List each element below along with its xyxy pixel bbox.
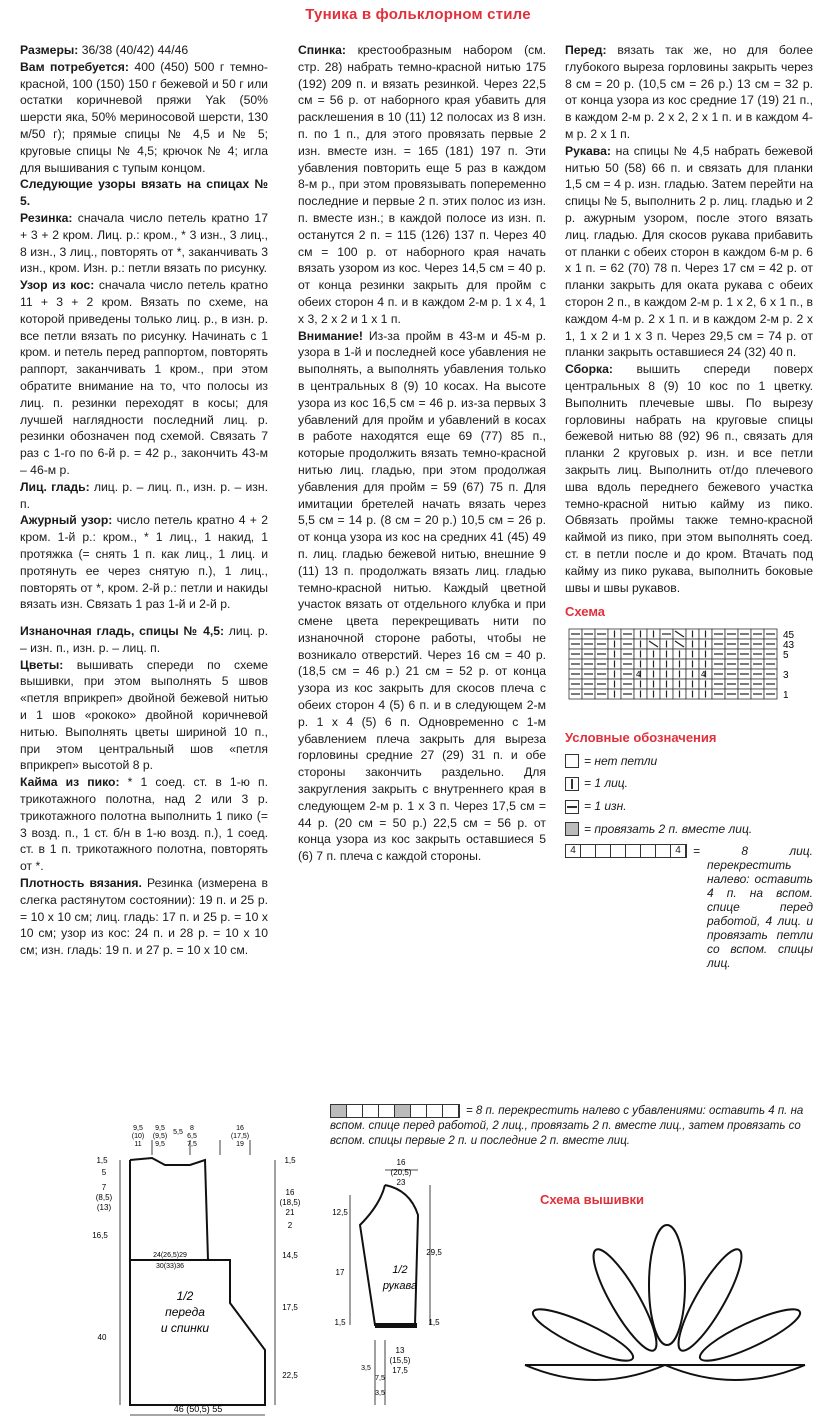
col1-text-10: * 1 соед. ст. в 1-ю п. трикотажного полотна, над 2 или 3 р. трикотажного полотна выполнить 1 пико (= 3 возд. п., 1 ст. б/н в 1-ю возд. п.), 1 соед. ст. в 1 п. трикотажного полотна, повторять от *. [20, 775, 269, 874]
col1-text-3: сначала число петель кратно 17 + 3 + 2 кром. Лиц. р.: кром., * 3 изн., 3 лиц., 8 изн., 3 лиц., повторять от *, заканчивать 3 изн., кром. Изн. р.: петли вязать по рисунку. [20, 210, 268, 276]
col1-text-11: Резинка (измерена в слегка растянутом состоянии): 19 п. и 25 р. = 10 х 10 см; лиц. гладь: 17 п. и 25 р. = 10 х 10 см; узор из кос: 24 п. и 28 р. = 10 х 10 см; изн. гладь: 19 п. и 27 р. = 10 х 10 см. [20, 876, 268, 958]
sleeve-bottom-left-label: 3,5 [361, 1365, 371, 1372]
chart-cable-label: 4 [636, 670, 641, 680]
col2-heading-0: Спинка: [298, 43, 346, 57]
chart-row-number: 43 [783, 640, 795, 652]
col1-para-6 [20, 512, 268, 613]
col1-text-5: лиц. р. – лиц. п., изн. р. – изн. п. [20, 479, 269, 511]
body-top-label: 11 [134, 1141, 142, 1148]
body-right-label: (18,5) [279, 1198, 301, 1207]
col1-para-0 [20, 42, 268, 59]
schema-title: Схема [565, 604, 606, 620]
cable-label-left: 4 [566, 845, 581, 857]
petal-left-2 [528, 1301, 638, 1369]
sleeve-bottom-left-label: 3,5 [375, 1390, 385, 1397]
col2-heading-1: Внимание! [298, 328, 363, 343]
legend-row-3 [565, 821, 813, 838]
body-top-label: 16 [236, 1125, 244, 1132]
body-bottom: 46 (50,5) 55 [173, 1404, 223, 1414]
embroidery-schematic [505, 1215, 825, 1380]
petal-center [649, 1225, 685, 1345]
legend-title: Условные обозначения [565, 729, 717, 745]
col1-heading-10: Кайма из пико: [20, 775, 120, 790]
col1-text-8: лиц. р. – изн. п., изн. р. – лиц. п. [20, 624, 268, 655]
col1-heading-11: Плотность вязания. [20, 876, 142, 891]
body-top-label: (17,5) [230, 1133, 250, 1140]
chart-row-number: 1 [783, 690, 789, 702]
col3-para-2 [565, 361, 813, 596]
legend-text-1: = 1 лиц. [584, 776, 628, 791]
col1-heading-9: Цветы: [20, 657, 64, 672]
col1-para-5 [20, 479, 268, 513]
legend-text-0: = нет петли [584, 753, 658, 768]
k2tog-icon [565, 822, 579, 836]
body-top-label: 9,5 [155, 1141, 165, 1148]
cross-decrease-note [330, 1104, 825, 1149]
sleeve-right-label: 29,5 [426, 1248, 442, 1257]
col1-para-8 [20, 623, 268, 657]
sleeve-left-label: 1,5 [334, 1318, 346, 1327]
col2-text-0: крестообразным набором (см. стр. 28) набрать темно-красной нитью 175 (192) 209 п. и вязать резинкой. Через 22,5 см = 56 р. от наборного края убавить для расклешения в 10 (11) 12 полосах из 8 изн. п. по 1 п., для этого провязать первые 2 изн. вместе изн. = 165 (181) 197 п. Эти убавления повторить еще 5 раз в каждом 8-м р., при этом провязывать попеременно последние и первые 2 п. этих полос из изн. п. вместе изн.; в каждой полосе из изн. п. останутся 2 п. = 115 (126) 137 п. Через 40 см = 100 р. от наборного края начать вязать узором из кос. Через 14,5 см = 40 р. от конца резинки закрыть для пройм с обеих сторон 4 п. и в каждом 2-м р. 1 х 4, 1 х 3, 2 х 2 и 1 х 1 п. [298, 43, 546, 326]
legend-cable-row [565, 844, 813, 970]
col1-para-3 [20, 210, 268, 277]
body-label-2: переда [165, 1305, 205, 1319]
col3-para-1 [565, 143, 813, 361]
col1-para-2 [20, 176, 268, 210]
sleeve-label-1: 1/2 [392, 1264, 408, 1276]
embroidery-title: Схема вышивки [540, 1192, 645, 1207]
col1-para-1 [20, 59, 268, 177]
sleeve-label-2: рукава [382, 1280, 418, 1292]
legend-text-3: = провязать 2 п. вместе лиц. [584, 822, 753, 837]
sleeve-left-label: 12,5 [332, 1208, 348, 1217]
col1-heading-4: Узор из кос: [20, 278, 95, 293]
knitting-chart [565, 627, 815, 702]
col3-para-0 [565, 42, 813, 143]
page-title: Туника в фольклорном стиле [305, 6, 531, 23]
legend-row-1 [565, 775, 813, 792]
body-top-label: 8 [190, 1125, 194, 1132]
body-right-label: 22,5 [282, 1371, 298, 1380]
legend-row-2 [565, 798, 813, 815]
chart-row-number: 3 [783, 670, 789, 682]
chart-row-number: 5 [783, 650, 789, 662]
column-1 [20, 42, 268, 959]
body-left-label: 1,5 [96, 1156, 108, 1165]
col2-para-1 [298, 328, 546, 866]
sleeve-bottom-left-label: 7,5 [375, 1375, 385, 1382]
cable-label-right: 4 [671, 845, 686, 857]
body-top-label: 19 [236, 1141, 244, 1148]
body-left-label: (8,5) [95, 1193, 113, 1202]
body-label-1: 1/2 [176, 1289, 194, 1303]
body-top-label: 7,5 [187, 1141, 197, 1148]
sleeve-top-label: 23 [396, 1178, 406, 1187]
col1-text-1: 400 (450) 500 г темно-красной, 100 (150) 150 г бежевой и 50 г или остатки коричневой пряжи Yak (50% шерсти яка, 50% мериносовой шерсти, 130 м/50 г); прямые спицы № 4,5 и № 5; круговые спицы № 4,5; крючок № 4; игла для вышивания с тупым концом. [20, 59, 268, 175]
col1-heading-6: Ажурный узор: [20, 513, 113, 528]
body-right-label: 21 [285, 1208, 295, 1217]
col1-text-9: вышивать спереди по схеме вышивки, при этом выполнять 5 швов «петля вприкреп» двойной бежевой нитью и 1 шов «рококо» двойной коричневой нитью. Выполнять цветы шириной 10 п., при этом центральный шов «петля вприкреп» высотой 8 р. [20, 657, 268, 773]
knit-stitch-icon [565, 777, 579, 791]
body-top-label: 5,5 [173, 1129, 183, 1136]
col1-para-4 [20, 277, 268, 479]
petal-left-1 [584, 1243, 666, 1357]
col1-heading-8: Изнаночная гладь, спицы № 4,5: [20, 624, 225, 639]
sleeve-top-label: (20,5) [390, 1168, 412, 1177]
col2-para-0 [298, 42, 546, 328]
body-top-label: 6,5 [187, 1133, 197, 1140]
col1-text-6: число петель кратно 4 + 2 кром. 1-й р.: кром., * 1 лиц., 1 накид, 1 протяжка (= снять 1 п. как лиц., 1 лиц. и протянуть ее через снятую п.), 1 лиц., повторять от *, кром. 2-й р.: петли и накиды вязать изн. Связать 1 раз 1-й и 2-й р. [20, 513, 268, 612]
col1-para-10 [20, 774, 268, 875]
sleeve-left-label: 17 [335, 1268, 345, 1277]
body-label-3: и спинки [160, 1321, 210, 1335]
body-right-label: 17,5 [282, 1303, 298, 1312]
cross-decrease-text: = 8 п. перекрестить налево с убавлениями: оставить 4 п. на вспом. спице перед работой, 2 лиц., провязать 2 п. вместе лиц., затем провязать со вспом. спицы первые 2 п. и последние 2 п. вместе лиц. [330, 1105, 804, 1148]
body-mid-2: 30(33)36 [155, 1263, 185, 1270]
chart-row-number: 45 [783, 630, 795, 642]
body-top-label: 9,5 [155, 1125, 165, 1132]
cable-cross-icon [565, 844, 687, 858]
sleeve-bottom-label: (15,5) [389, 1356, 411, 1365]
legend-text-2: = 1 изн. [584, 799, 627, 814]
sleeve-right-label: 1,5 [428, 1318, 440, 1327]
sleeve-bottom-label: 13 [395, 1346, 405, 1355]
column-2 [298, 42, 546, 865]
empty-box-icon [565, 754, 579, 768]
body-left-label: (13) [96, 1203, 112, 1212]
col1-heading-3: Резинка: [20, 210, 73, 225]
sleeve-top-label: 16 [396, 1158, 406, 1167]
col3-heading-0: Перед: [565, 43, 607, 57]
petal-right-2 [695, 1301, 805, 1369]
body-left-label: 7 [101, 1183, 107, 1192]
sleeve-schematic [330, 1155, 440, 1425]
legend-cable-text: = 8 лиц. перекрестить налево: оставить 4 п. на вспом. спице перед работой, 4 лиц. и провязать петли со вспом. спицы лиц. [693, 843, 813, 970]
body-mid-1: 24(26,5)29 [153, 1252, 187, 1259]
col1-heading-1: Вам потребуется: [20, 59, 129, 74]
col1-heading-2: Следующие узоры вязать на спицах № 5. [20, 177, 268, 209]
col3-heading-2: Сборка: [565, 362, 613, 377]
body-right-label: 14,5 [282, 1251, 298, 1260]
sleeve-bottom-label: 17,5 [392, 1366, 408, 1375]
body-top-label: (9,5) [152, 1133, 168, 1140]
col2-text-1: Из-за пройм в 43-м и 45-м р. узора в 1-й и последней косе убавления не выполнять, а выполнять убавления только в центральных 8 (9) 10 косах. На высоте узора из кос 16,5 см = 46 р. из-за первых 3 убавлений для пройм и убавлений в косах в работе находятся еще 69 (77) 85 п., которые продолжить вязать темно-красной нитью лиц. гладью, при этом продолжая убавления для пройм = 59 (67) 75 п. Для имитации бретелей начать вязать через 5,5 см = 14 р. (8 см = 20 р.) 10,5 см = 26 р. от конца узора из кос на средних 41 (45) 49 п. лиц. гладью бежевой нитью, внешние 9 (11) 13 п. продолжать вязать лиц. гладью темно-красной нитью. Каждый цветной участок вязать от отдельного клубка и при смене цвета перекрещивать нити по изнаночной стороне работы, чтобы не возникало отверстий. Через 16 см = 40 р. (18,5 см = 46 р.) 21 см = 52 р. от конца узора из кос закрыть для скосов плеча с обеих сторон 4 (5) 6 п. и в следующем 2-м р. 1 х 4 (5) 6 п. Одновременно с 1-м убавлением плеча закрыть для выреза горловины средние 27 (29) 31 п. и обе стороны закончить раздельно. Для закругления закрыть с внутреннего края в следующем 2-м р. 1 х 3 п. Через 17,5 см = 44 р. (20 см = 50 р.) 22,5 см = 56 р. от конца узора из кос закрыть оставшиеся 5 (6) 7 п. плеча с каждой стороны. [298, 328, 546, 864]
column-3 [565, 42, 813, 976]
col3-text-1: на спицы № 4,5 набрать бежевой нитью 50 (58) 66 п. и связать для планки 1,5 см = 4 р. изн. гладью. Затем перейти на спицы № 5, выполнить 2 р. лиц. гладью и 2 р. ажурным узором, после этого вязать лиц. гладью. Для скосов рукава прибавить от планки с обеих сторон в каждом 6-м р. 6 х 1 п. = 62 (70) 78 п. Через 17 см = 42 р. от планки закрыть для оката рукава с обеих сторон 2 п., в каждом 2-м р. 1 х 2, 6 х 1 п., в каждом 4-м р. 2 х 1 п. и в каждом 2-м р. 2 х 1, 1 х 2 и 1 х 3 п. Через 29,5 см = 74 р. от планки закрыть оставшиеся 24 (32) 40 п. [565, 143, 813, 360]
petal-right-1 [669, 1243, 751, 1357]
col3-text-0: вязать так же, но для более глубокого выреза горловины закрыть через 8 см = 20 р. (10,5 см = 26 р.) 13 см = 32 р. от конца узора из кос средние 17 (19) 21 п., в каждом 2-м р. 2 х 2, 2 х 1 п. и в каждом 4-м р. 2 х 1 п. [565, 43, 813, 141]
body-left-label: 40 [97, 1333, 107, 1342]
col1-heading-0: Размеры: [20, 43, 79, 57]
body-right-label: 2 [287, 1221, 293, 1230]
col1-para-11 [20, 875, 268, 959]
body-schematic [90, 1120, 320, 1420]
chart-cable-label: 4 [701, 670, 706, 680]
body-right-label: 1,5 [284, 1156, 296, 1165]
col1-text-4: сначала число петель кратно 11 + 3 + 2 кром. Вязать по схеме, на которой приведены только лиц. р., в изн. р. все петли вязать по рисунку. Начинать с 1 кром. и петель перед раппортом, повторять раппорт, заканчивать 1 кром., при этом обратите внимание на то, что полосы из лиц. п. резинки переходят в косы; для лучшей наглядности последний лиц. р. резинки обозначен под схемой. Связать 7 раз с 1-го по 6-й р. = 42 р., закончить 43-м – 46-м р. [20, 278, 269, 477]
col3-text-2: вышить спереди поверх центральных 8 (9) 10 кос по 1 цветку. Выполнить плечевые швы. По вырезу горловины набрать на круговые спицы бежевой нитью 88 (92) 96 п., связать для планки 2 круговых р. изн. и все петли закрыть лиц. Выполнить от/до плечевого шва вдоль переднего бежевого участка темно-красной нитью кайму из пико. Обвязать проймы также темно-красной каймой из пико, при этом выполнять соед. ст. в петли после и до кром. Втачать под кайму из пико рукава, выполнить боковые швы и швы рукавов. [565, 362, 813, 595]
col1-para-9 [20, 657, 268, 775]
body-top-label: (10) [131, 1133, 145, 1140]
cross-decrease-icon [330, 1104, 460, 1118]
body-top-label: 9,5 [133, 1125, 143, 1132]
col1-text-0: 36/38 (40/42) 44/46 [78, 43, 189, 57]
legend-row-0 [565, 753, 813, 770]
col3-heading-1: Рукава: [565, 143, 611, 158]
body-left-label: 16,5 [92, 1231, 108, 1240]
col1-heading-5: Лиц. гладь: [20, 479, 90, 494]
body-left-label: 5 [101, 1168, 107, 1177]
body-right-label: 16 [285, 1188, 295, 1197]
purl-stitch-icon [565, 800, 579, 814]
